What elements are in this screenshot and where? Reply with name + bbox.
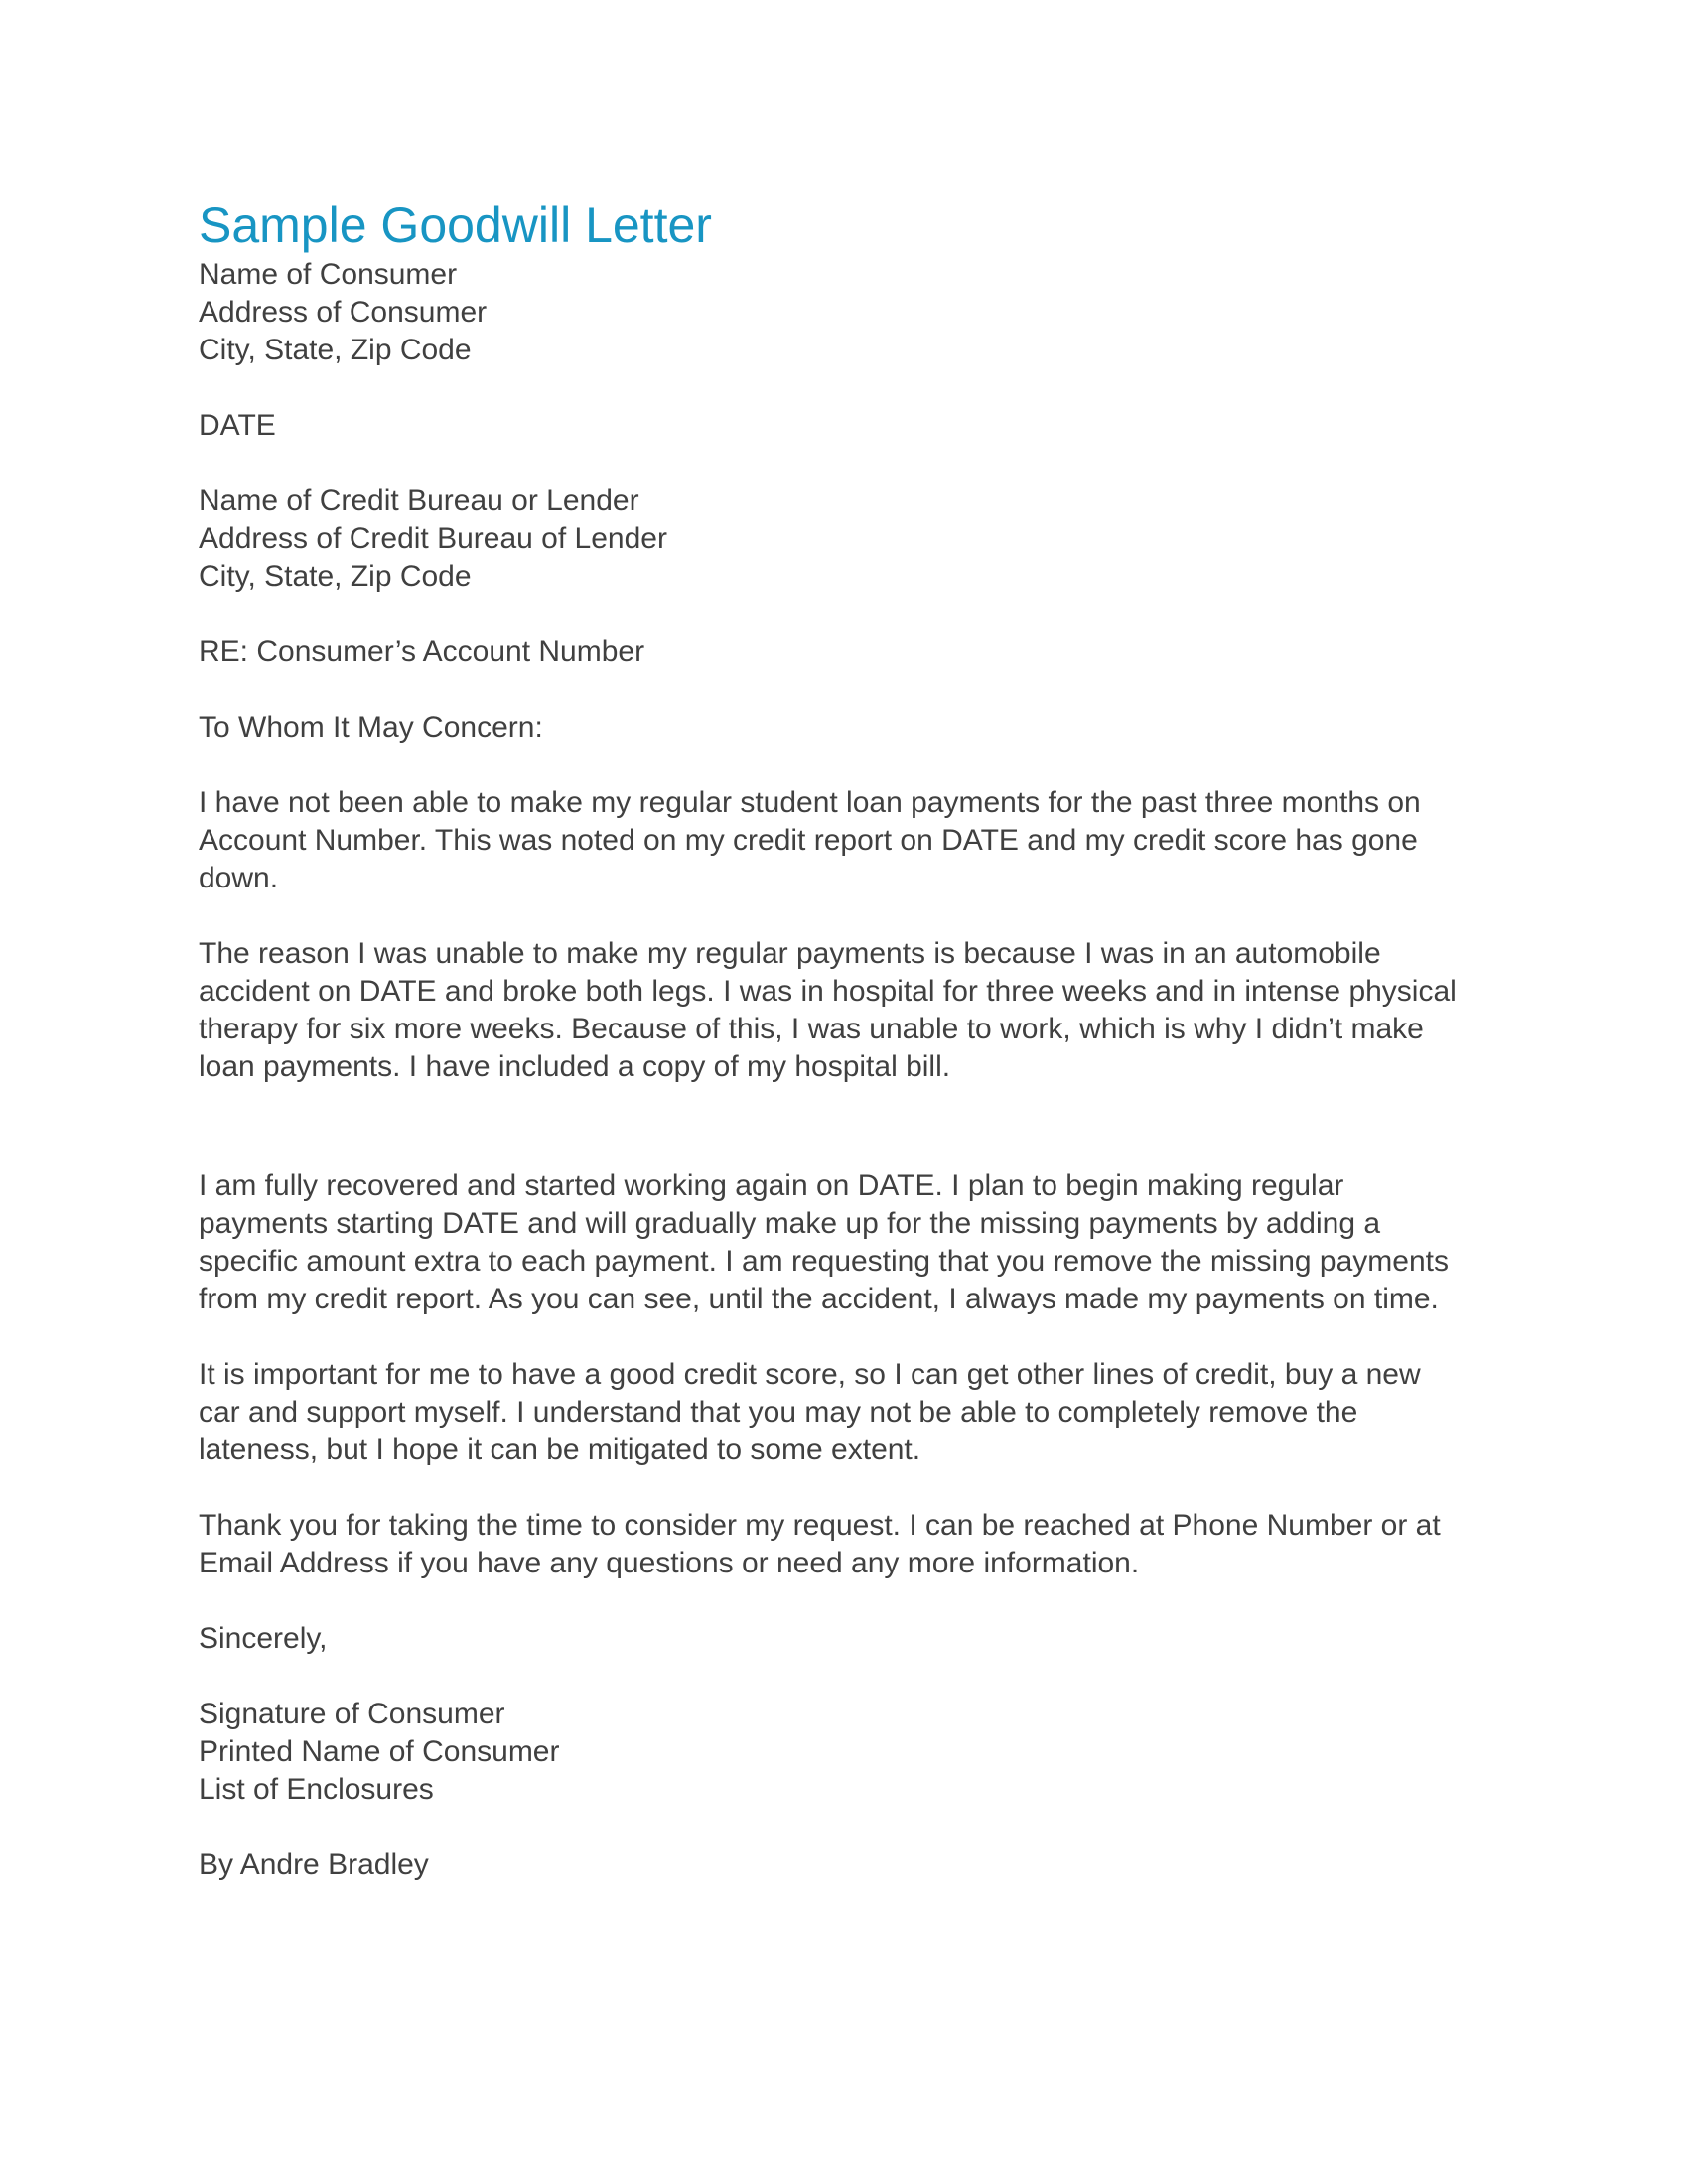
paragraph-line: loan payments. I have included a copy of my hospital bill. <box>199 1050 951 1083</box>
closing: Sincerely, <box>199 1622 328 1655</box>
sender-name: Name of Consumer <box>199 258 458 291</box>
paragraph-line: I have not been able to make my regular student loan payments for the past three months on <box>199 786 1421 819</box>
paragraph-2 <box>199 935 1489 1086</box>
recipient-address <box>199 482 1489 596</box>
paragraph-line: car and support myself. I understand that you may not be able to completely remove the <box>199 1396 1358 1429</box>
enclosures-line: List of Enclosures <box>199 1773 434 1806</box>
paragraph-line: from my credit report. As you can see, until the accident, I always made my payments on time. <box>199 1283 1439 1315</box>
recipient-name: Name of Credit Bureau or Lender <box>199 484 639 517</box>
sender-city: City, State, Zip Code <box>199 334 472 366</box>
paragraph-line: Account Number. This was noted on my credit report on DATE and my credit score has gone <box>199 824 1418 857</box>
sender-street: Address of Consumer <box>199 296 488 329</box>
re-line: RE: Consumer’s Account Number <box>199 635 645 668</box>
letter-page <box>199 195 1489 1884</box>
paragraph-line: specific amount extra to each payment. I am requesting that you remove the missing payments <box>199 1245 1449 1278</box>
letter-date: DATE <box>199 409 276 442</box>
printed-name-line: Printed Name of Consumer <box>199 1735 560 1768</box>
paragraph-4 <box>199 1356 1489 1469</box>
salutation: To Whom It May Concern: <box>199 711 543 744</box>
byline: By Andre Bradley <box>199 1848 429 1881</box>
paragraph-line: The reason I was unable to make my regular payments is because I was in an automobile <box>199 937 1381 970</box>
paragraph-5 <box>199 1507 1489 1582</box>
recipient-street: Address of Credit Bureau of Lender <box>199 522 667 555</box>
signature-block <box>199 1696 1489 1809</box>
paragraph-line: lateness, but I hope it can be mitigated to some extent. <box>199 1433 921 1466</box>
paragraph-line: accident on DATE and broke both legs. I was in hospital for three weeks and in intense physical <box>199 975 1457 1008</box>
paragraph-line: payments starting DATE and will gradually make up for the missing payments by adding a <box>199 1207 1381 1240</box>
paragraph-line: Thank you for taking the time to consider my request. I can be reached at Phone Number or at <box>199 1509 1441 1542</box>
sender-address <box>199 256 1489 369</box>
paragraph-line: down. <box>199 862 279 894</box>
signature-line: Signature of Consumer <box>199 1698 505 1730</box>
paragraph-line: I am fully recovered and started working again on DATE. I plan to begin making regular <box>199 1169 1344 1202</box>
recipient-city: City, State, Zip Code <box>199 560 472 593</box>
paragraph-line: It is important for me to have a good credit score, so I can get other lines of credit, buy a new <box>199 1358 1421 1391</box>
paragraph-line: therapy for six more weeks. Because of this, I was unable to work, which is why I didn’t make <box>199 1013 1424 1045</box>
paragraph-1 <box>199 784 1489 897</box>
paragraph-line: Email Address if you have any questions or need any more information. <box>199 1547 1140 1579</box>
letter-title: Sample Goodwill Letter <box>199 198 712 253</box>
paragraph-3 <box>199 1167 1489 1318</box>
